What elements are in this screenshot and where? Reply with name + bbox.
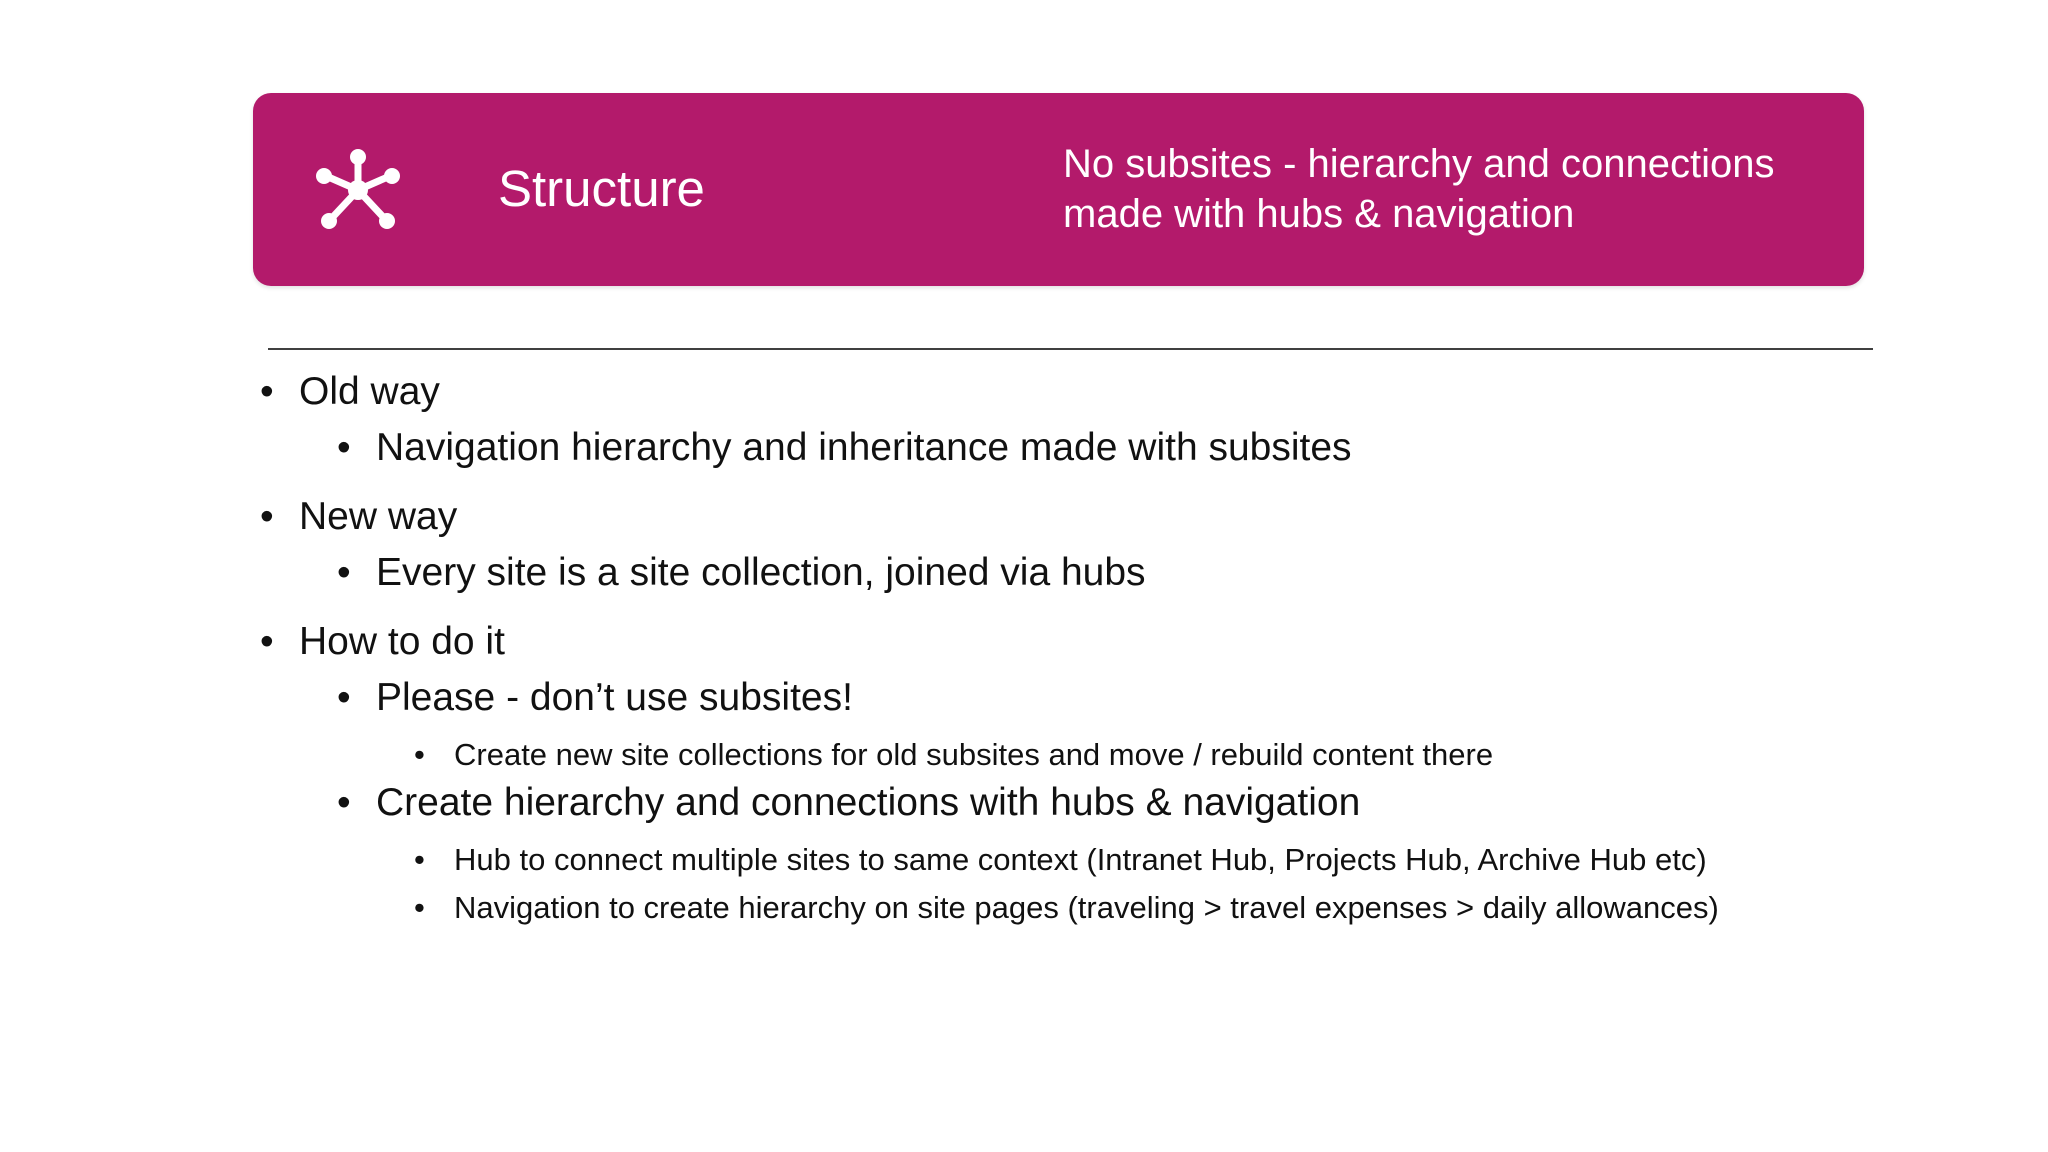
list-item-text: Hub to connect multiple sites to same context (Intranet Hub, Projects Hub, Archive Hub etc) [454, 842, 1707, 877]
banner-title: Structure [498, 160, 705, 217]
bullet-marker: • [337, 426, 351, 469]
bullet-marker: • [260, 620, 274, 663]
bullet-marker: • [337, 676, 351, 719]
bullet-marker: • [414, 890, 425, 925]
list-item-text: How to do it [299, 620, 505, 663]
list-item-text: Navigation to create hierarchy on site pages (traveling > travel expenses > daily allowances) [454, 890, 1719, 925]
list-item-text: Create new site collections for old subsites and move / rebuild content there [454, 737, 1494, 772]
bullet-marker: • [337, 551, 351, 594]
list-item-text: New way [299, 495, 458, 538]
list-item-text: Create hierarchy and connections with hubs & navigation [376, 781, 1361, 824]
list-item-text: Every site is a site collection, joined via hubs [376, 551, 1146, 594]
bullet-marker: • [337, 781, 351, 824]
banner-subtitle: No subsites - hierarchy and connections made with hubs & navigation [1063, 142, 1775, 236]
list-item-text: Please - don’t use subsites! [376, 676, 853, 719]
list-item-text: Navigation hierarchy and inheritance made with subsites [376, 426, 1352, 469]
list-item-text: Old way [299, 370, 440, 413]
bullet-marker: • [414, 737, 425, 772]
bullet-marker: • [414, 842, 425, 877]
bullet-marker: • [260, 495, 274, 538]
bullet-marker: • [260, 370, 274, 413]
